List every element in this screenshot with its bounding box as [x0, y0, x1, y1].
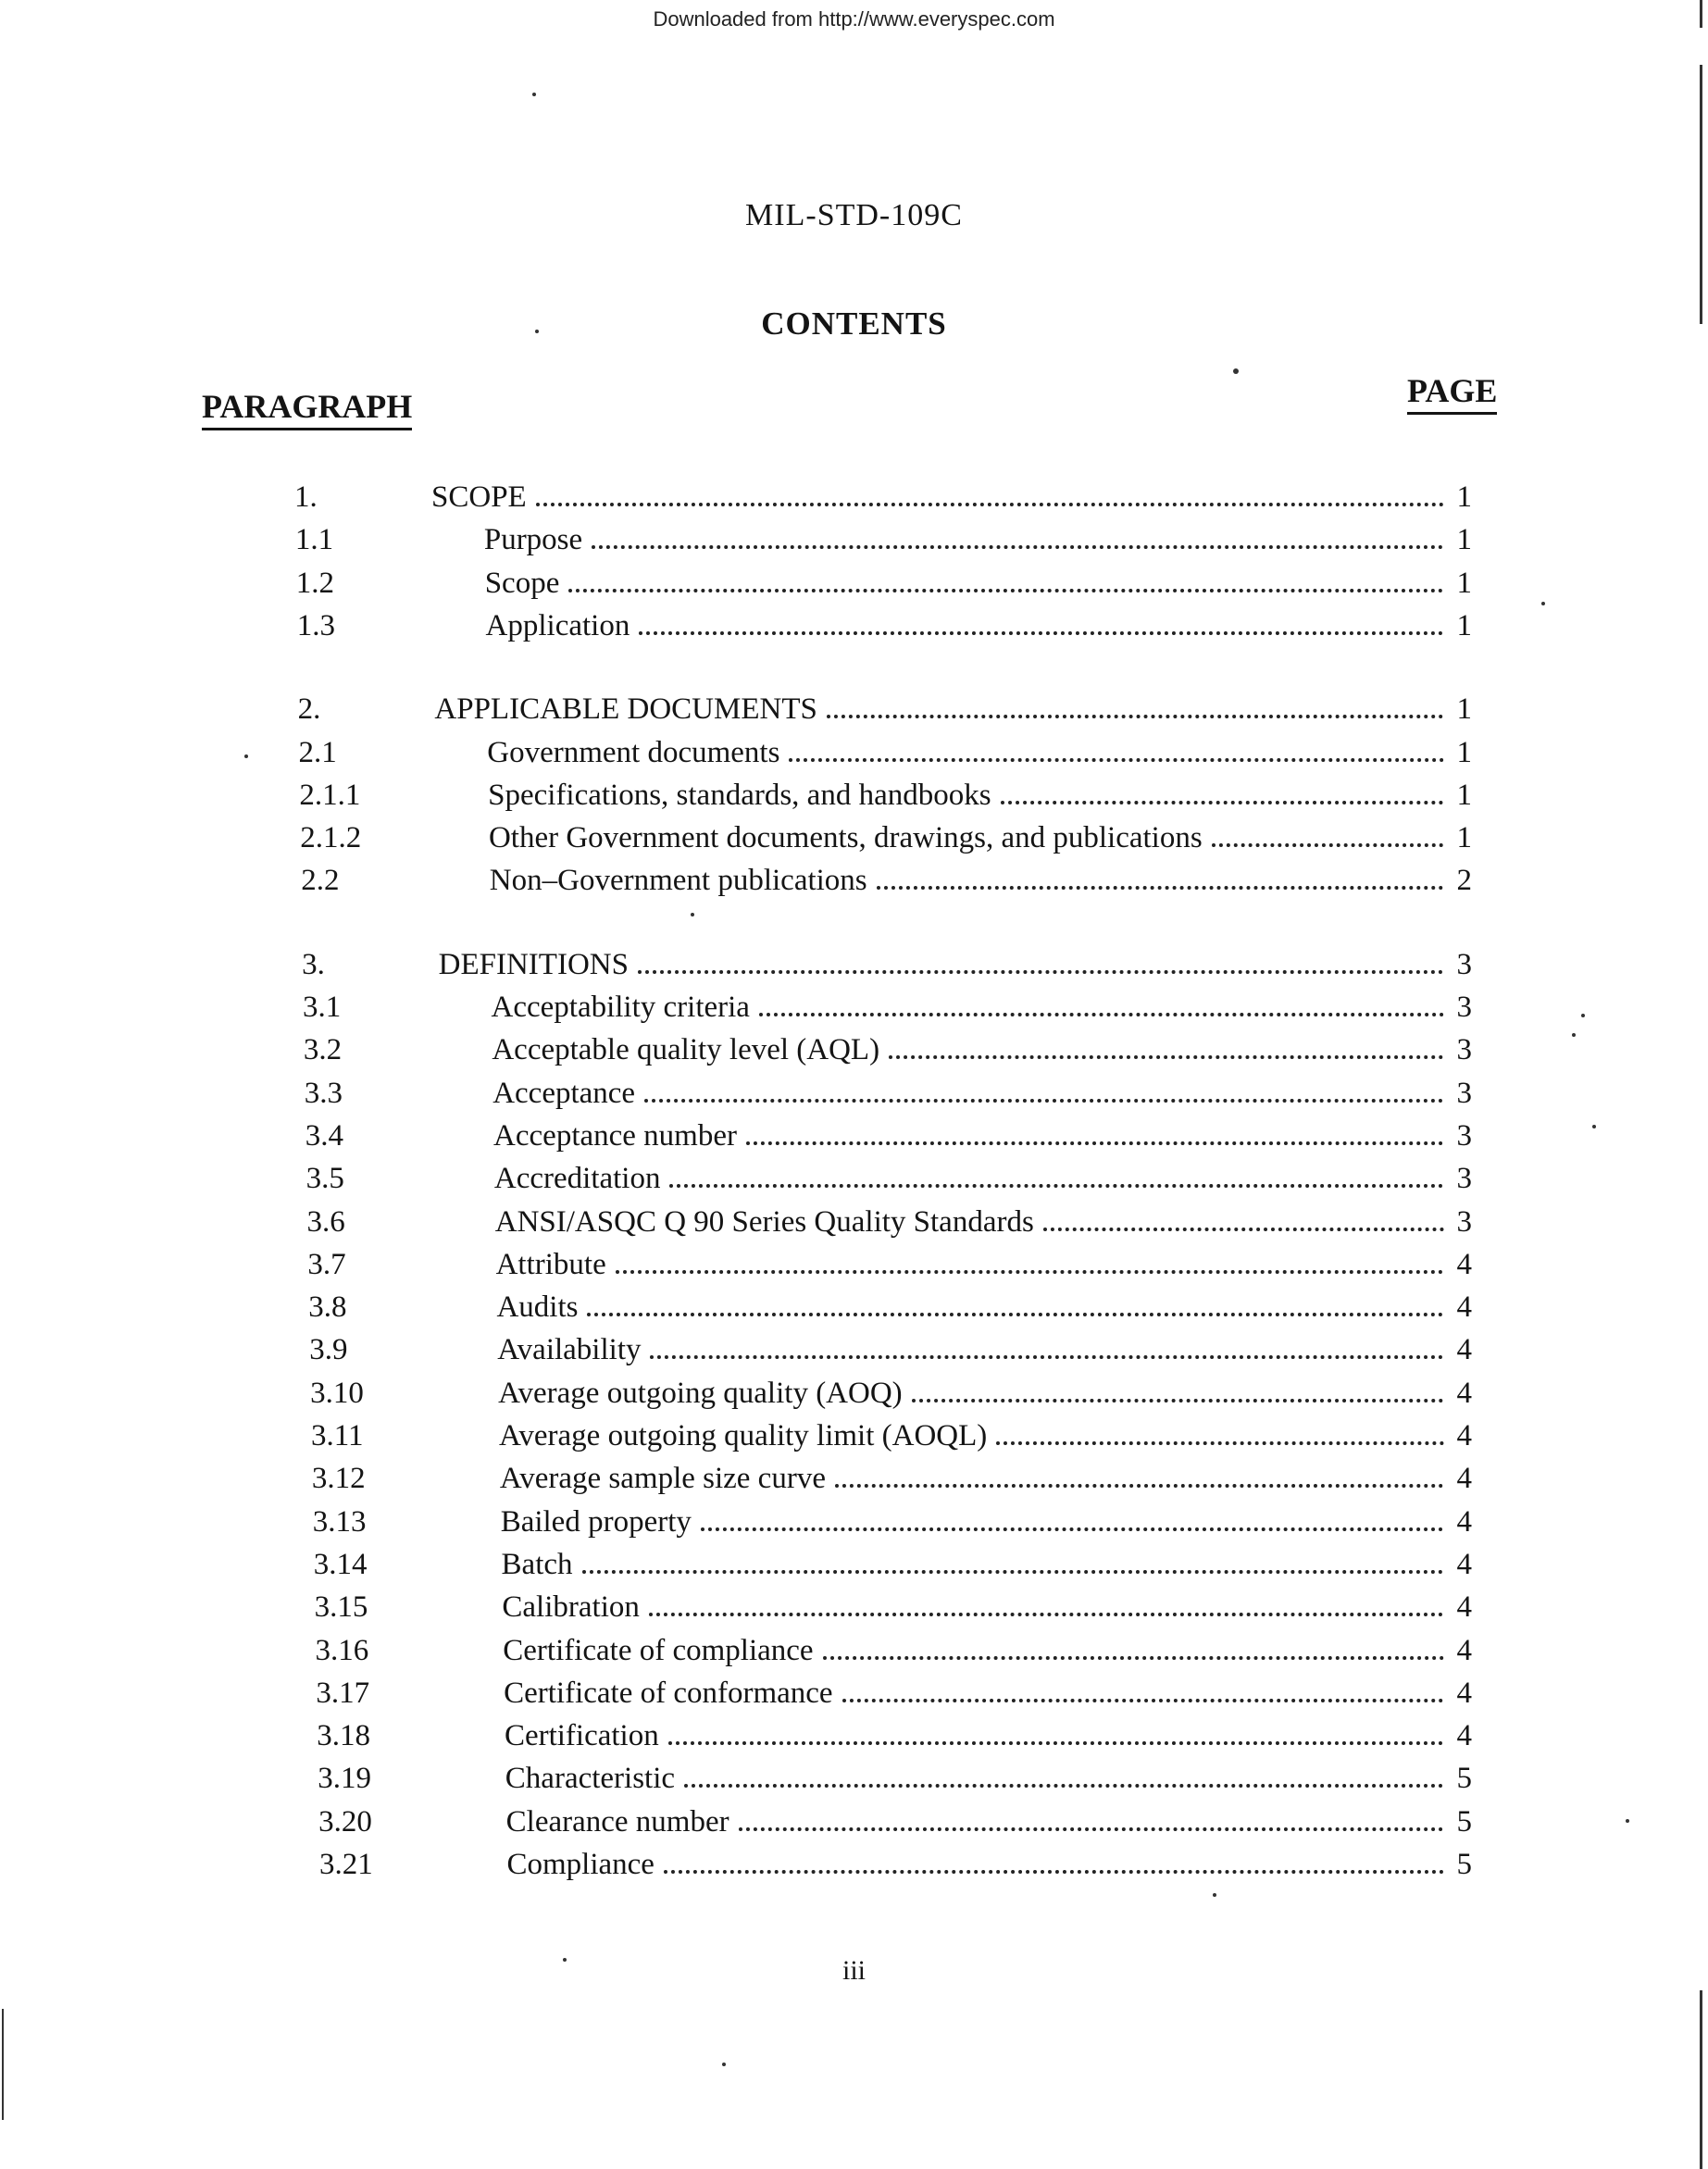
- dot-leader: [582, 1570, 1444, 1574]
- toc-entry-page: 4: [1456, 1290, 1472, 1325]
- toc-entry-title: Average sample size curve: [499, 1462, 826, 1496]
- toc-entry-number: 3.20: [318, 1804, 372, 1839]
- toc-entry-title: Calibration: [502, 1590, 640, 1625]
- toc-entry-number: 3.11: [311, 1419, 364, 1452]
- toc-entry-number: 3.17: [316, 1676, 370, 1710]
- scan-speck: [722, 2063, 726, 2066]
- dot-leader: [877, 886, 1444, 890]
- toc-entry-number: 3.9: [309, 1333, 348, 1367]
- toc-entry-number: 2.1.2: [300, 821, 362, 855]
- toc-entry: [0, 1458, 1708, 1499]
- toc-entry-title: Characteristic: [505, 1762, 676, 1796]
- dot-leader: [638, 970, 1444, 974]
- toc-entry-title: Acceptable quality level (AQL): [492, 1033, 880, 1067]
- toc-entry-page: 3: [1456, 947, 1472, 981]
- dot-leader: [889, 1055, 1443, 1059]
- dot-leader: [568, 589, 1443, 592]
- toc-entry-number: 1.2: [295, 566, 335, 600]
- toc-entry-page: 3: [1456, 1118, 1472, 1153]
- toc-entry-page: 3: [1456, 1033, 1472, 1067]
- toc-entry-title: Accreditation: [493, 1162, 661, 1196]
- toc-entry: [0, 1801, 1708, 1842]
- toc-entry-title: Specifications, standards, and handbooks: [488, 778, 991, 812]
- toc-entry: [0, 1329, 1708, 1370]
- toc-entry-page: 4: [1456, 1333, 1472, 1367]
- toc-entry-title: Non–Government publications: [489, 864, 867, 898]
- toc-entry-number: 3.15: [314, 1590, 368, 1625]
- dot-leader: [536, 503, 1444, 506]
- toc-entry-number: 3.8: [308, 1290, 347, 1325]
- toc-entry: [0, 1158, 1708, 1199]
- toc-entry-page: 3: [1456, 1162, 1472, 1196]
- toc-entry: [0, 1844, 1708, 1885]
- toc-entry: [0, 1202, 1708, 1242]
- toc-entry-page: 4: [1456, 1547, 1472, 1581]
- toc-entry-page: 1: [1456, 523, 1472, 557]
- toc-entry-number: 3.16: [315, 1633, 369, 1667]
- toc-entry: [0, 1287, 1708, 1328]
- dot-leader: [759, 1013, 1444, 1016]
- scan-speck: [535, 330, 539, 333]
- toc-entry: [0, 1587, 1708, 1627]
- toc-entry: [0, 519, 1708, 560]
- scan-speck: [1213, 1893, 1216, 1897]
- dot-leader: [669, 1184, 1443, 1188]
- scan-margin-line: [1700, 1990, 1702, 2169]
- toc-entry-page: 1: [1456, 692, 1472, 727]
- dot-leader: [684, 1784, 1443, 1788]
- toc-entry: [0, 987, 1708, 1028]
- toc-entry-title: Batch: [501, 1547, 573, 1581]
- download-source-note: Downloaded from http://www.everyspec.com: [653, 7, 1055, 31]
- toc-entry-title: Average outgoing quality limit (AOQL): [499, 1419, 988, 1452]
- toc-entry-page: 3: [1456, 991, 1472, 1024]
- toc-entry-title: Purpose: [483, 523, 583, 557]
- toc-entry-title: Acceptability criteria: [491, 991, 750, 1024]
- toc-entry-page: 4: [1456, 1633, 1472, 1667]
- scan-speck: [1572, 1033, 1576, 1037]
- toc-entry-page: 1: [1456, 608, 1472, 642]
- toc-entry-number: 3.4: [305, 1118, 343, 1153]
- toc-entry-page: 4: [1456, 1419, 1472, 1452]
- toc-entry-number: 3.2: [303, 1033, 343, 1067]
- toc-entry-title: Certificate of conformance: [504, 1676, 833, 1710]
- dot-leader: [835, 1484, 1444, 1488]
- toc-entry: [0, 1073, 1708, 1114]
- toc-entry-number: 3.3: [304, 1076, 343, 1110]
- toc-entry-title: Certification: [504, 1719, 659, 1753]
- dot-leader: [1001, 801, 1444, 804]
- toc-entry: [0, 1758, 1708, 1799]
- toc-entry-number: 1.: [294, 480, 318, 514]
- dot-leader: [823, 1656, 1444, 1660]
- scan-speck: [532, 93, 536, 96]
- toc-entry-page: 1: [1456, 480, 1472, 514]
- toc-entry-page: 4: [1456, 1462, 1472, 1496]
- dot-leader: [789, 758, 1443, 762]
- toc-entry-title: DEFINITIONS: [438, 947, 629, 981]
- toc-entry: [0, 775, 1708, 816]
- toc-entry: [0, 944, 1708, 985]
- dot-leader: [592, 545, 1443, 549]
- toc-entry-page: 1: [1456, 778, 1472, 812]
- toc-entry-title: Acceptance number: [493, 1118, 737, 1153]
- scan-speck: [1541, 602, 1545, 605]
- toc-entry: [0, 1116, 1708, 1156]
- dot-leader: [739, 1827, 1444, 1831]
- toc-entry-page: 4: [1456, 1676, 1472, 1710]
- toc-entry: [0, 1244, 1708, 1285]
- toc-entry-title: Audits: [496, 1290, 579, 1325]
- toc-entry-number: 1.3: [296, 608, 335, 642]
- toc-entry-page: 3: [1456, 1076, 1472, 1110]
- toc-entry-page: 4: [1456, 1376, 1472, 1410]
- toc-entry-title: Clearance number: [505, 1804, 729, 1839]
- scan-speck: [1626, 1819, 1629, 1823]
- toc-entry: [0, 817, 1708, 858]
- toc-entry-number: 3.1: [303, 991, 342, 1024]
- toc-entry-number: 3.10: [310, 1376, 364, 1410]
- dot-leader: [1212, 843, 1444, 847]
- toc-entry-title: Availability: [497, 1333, 642, 1367]
- toc-entry-number: 3.19: [318, 1762, 371, 1796]
- toc-entry-title: Acceptance: [492, 1076, 636, 1110]
- toc-entry: [0, 1415, 1708, 1456]
- toc-entry-number: 2.1.1: [299, 778, 361, 812]
- dot-leader: [1043, 1228, 1444, 1231]
- toc-entry: [0, 1673, 1708, 1714]
- toc-entry: [0, 1544, 1708, 1585]
- toc-entry: [0, 732, 1708, 773]
- toc-entry-page: 1: [1456, 566, 1472, 600]
- dot-leader: [587, 1313, 1443, 1316]
- dot-leader: [842, 1699, 1444, 1702]
- dot-leader: [668, 1741, 1444, 1745]
- toc-entry-title: Other Government documents, drawings, and publications: [488, 821, 1203, 855]
- toc-entry-number: 3.: [302, 947, 325, 981]
- toc-entry: [0, 1502, 1708, 1542]
- scan-speck: [691, 913, 694, 916]
- toc-entry: [0, 1715, 1708, 1756]
- toc-entry-page: 4: [1456, 1719, 1472, 1753]
- toc-entry-title: SCOPE: [431, 480, 527, 514]
- page-column-heading: PAGE: [1407, 373, 1497, 415]
- toc-entry-title: Average outgoing quality (AOQ): [498, 1376, 903, 1410]
- dot-leader: [650, 1355, 1443, 1359]
- toc-entry-title: APPLICABLE DOCUMENTS: [434, 692, 817, 727]
- toc-entry-title: Compliance: [506, 1848, 655, 1881]
- toc-entry-page: 4: [1456, 1247, 1472, 1281]
- toc-entry-title: Certificate of compliance: [503, 1633, 814, 1667]
- dot-leader: [912, 1399, 1444, 1402]
- toc-entry: [0, 563, 1708, 604]
- toc-entry-number: 3.7: [307, 1247, 346, 1281]
- dot-leader: [616, 1270, 1444, 1274]
- dot-leader: [644, 1099, 1443, 1103]
- toc-entry-number: 3.5: [305, 1162, 344, 1196]
- toc-entry-number: 2.2: [301, 864, 340, 898]
- document-id: MIL-STD-109C: [745, 198, 963, 232]
- toc-entry-page: 1: [1456, 735, 1472, 769]
- toc-entry-page: 5: [1456, 1804, 1472, 1839]
- toc-entry: [0, 860, 1708, 901]
- toc-entry-title: Scope: [484, 566, 560, 600]
- toc-entry-number: 2.: [297, 692, 321, 727]
- toc-entry-number: 3.21: [319, 1848, 373, 1881]
- dot-leader: [649, 1613, 1444, 1616]
- dot-leader: [746, 1141, 1444, 1145]
- toc-entry-title: Bailed property: [500, 1504, 692, 1539]
- scan-margin-line: [2, 2009, 4, 2120]
- toc-entry-number: 3.6: [306, 1204, 345, 1239]
- toc-entry-page: 3: [1456, 1204, 1472, 1239]
- toc-entry: [0, 1373, 1708, 1414]
- scan-speck: [1592, 1125, 1596, 1128]
- toc-entry-page: 1: [1456, 821, 1472, 855]
- scan-speck: [244, 754, 248, 758]
- toc-entry-page: 4: [1456, 1590, 1472, 1625]
- toc-entry-title: Government documents: [487, 735, 780, 769]
- toc-entry-number: 3.13: [312, 1504, 367, 1539]
- toc-entry-page: 5: [1456, 1762, 1472, 1796]
- scan-speck: [563, 1958, 567, 1962]
- scan-speck: [1581, 1014, 1585, 1017]
- toc-entry-title: ANSI/ASQC Q 90 Series Quality Standards: [494, 1204, 1034, 1239]
- toc-entry: [0, 477, 1708, 517]
- toc-entry-number: 2.1: [298, 735, 337, 769]
- dot-leader: [996, 1441, 1443, 1445]
- paragraph-column-heading: PARAGRAPH: [202, 389, 412, 430]
- contents-title: CONTENTS: [761, 305, 947, 342]
- toc-entry-page: 2: [1456, 864, 1472, 898]
- toc-entry-title: Application: [485, 608, 630, 642]
- scan-margin-line: [1700, 0, 1702, 28]
- page-number: iii: [842, 1955, 866, 1986]
- dot-leader: [827, 715, 1444, 718]
- toc-entry: [0, 1029, 1708, 1070]
- toc-entry-page: 4: [1456, 1504, 1472, 1539]
- toc-entry-title: Attribute: [495, 1247, 606, 1281]
- toc-entry-number: 1.1: [294, 523, 334, 557]
- toc-entry-number: 3.14: [313, 1547, 368, 1581]
- toc-entry: [0, 1630, 1708, 1671]
- dot-leader: [664, 1870, 1444, 1874]
- toc-entry: [0, 605, 1708, 646]
- toc-entry-number: 3.18: [317, 1719, 371, 1753]
- toc-entry-page: 5: [1456, 1848, 1472, 1881]
- dot-leader: [701, 1527, 1444, 1531]
- toc-entry: [0, 689, 1708, 729]
- scan-margin-line: [1700, 65, 1702, 324]
- toc-entry-number: 3.12: [311, 1462, 366, 1496]
- dot-leader: [639, 631, 1443, 635]
- scan-speck: [1233, 368, 1239, 374]
